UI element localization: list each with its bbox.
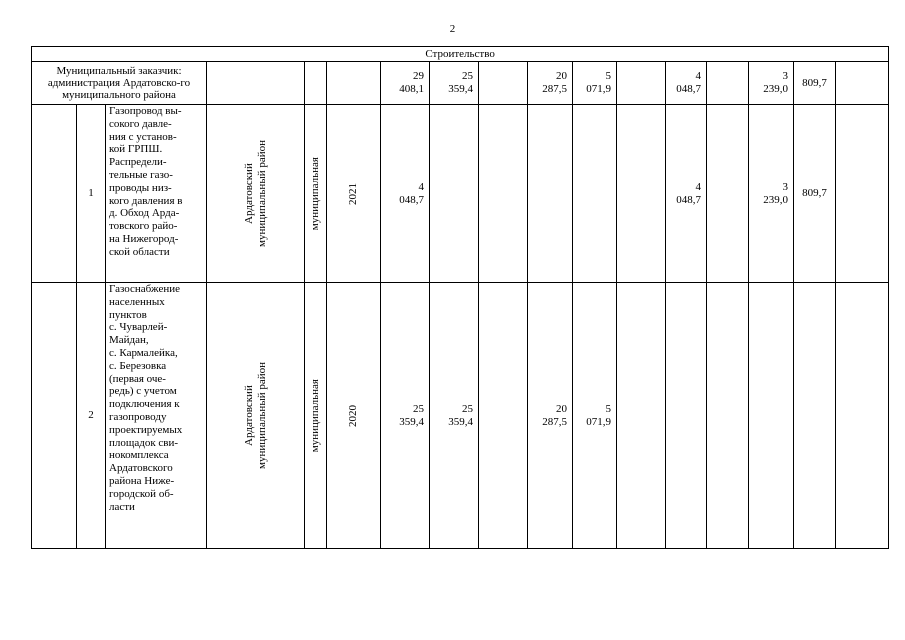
value-5: 4 048,7 [666,105,707,283]
section-title: Строительство [32,47,889,62]
district-label: Ардатовский муниципальный район [242,362,268,469]
value-3: 20 287,5 [528,283,573,549]
value-2: 25 359,4 [430,283,479,549]
district-cell [207,283,305,549]
object-description: Газопровод вы- сокого давле- ния с установ- кой ГРПШ. Распредели- тельные газо- проводы низ- кого давления в д. Обход Арда- товского райо- на Нижегород- ской области [106,105,207,283]
customer-row [32,62,889,105]
year-label: 2021 [347,182,359,205]
customer-value-7: 809,7 [794,62,836,105]
ownership-label: муниципальная [309,378,321,453]
district-cell [207,105,305,283]
ownership-cell [305,283,327,549]
customer-label: Муниципальный заказчик: администрация Ардатовско-го муниципального района [32,62,207,105]
row-number: 2 [77,283,106,549]
value-total: 25 359,4 [381,283,430,549]
ownership-label: муниципальная [309,156,321,231]
year-cell [327,283,381,549]
customer-value-2: 25 359,4 [430,62,479,105]
customer-value-5: 4 048,7 [666,62,707,105]
value-total: 4 048,7 [381,105,430,283]
section-title-row [32,47,889,62]
value-7: 809,7 [794,105,836,283]
construction-table [31,46,889,549]
customer-value-3: 20 287,5 [528,62,573,105]
page-number: 2 [449,23,456,35]
value-6: 3 239,0 [749,105,794,283]
year-cell [327,105,381,283]
customer-value-6: 3 239,0 [749,62,794,105]
customer-value-4: 5 071,9 [573,62,617,105]
table-row [32,283,889,549]
customer-value-total: 29 408,1 [381,62,430,105]
year-label: 2020 [347,404,359,427]
table-row [32,105,889,283]
district-label: Ардатовский муниципальный район [242,140,268,247]
row-number: 1 [77,105,106,283]
object-description: Газоснабжение населенных пунктов с. Чуварлей- Майдан, с. Кармалейка, с. Березовка (первая оче- редь) с учетом подключения к газопроводу проектируемых площадок сви- нокомплекса Ардатовского района Ниже- городской об- ласти [106,283,207,549]
ownership-cell [305,105,327,283]
value-4: 5 071,9 [573,283,617,549]
